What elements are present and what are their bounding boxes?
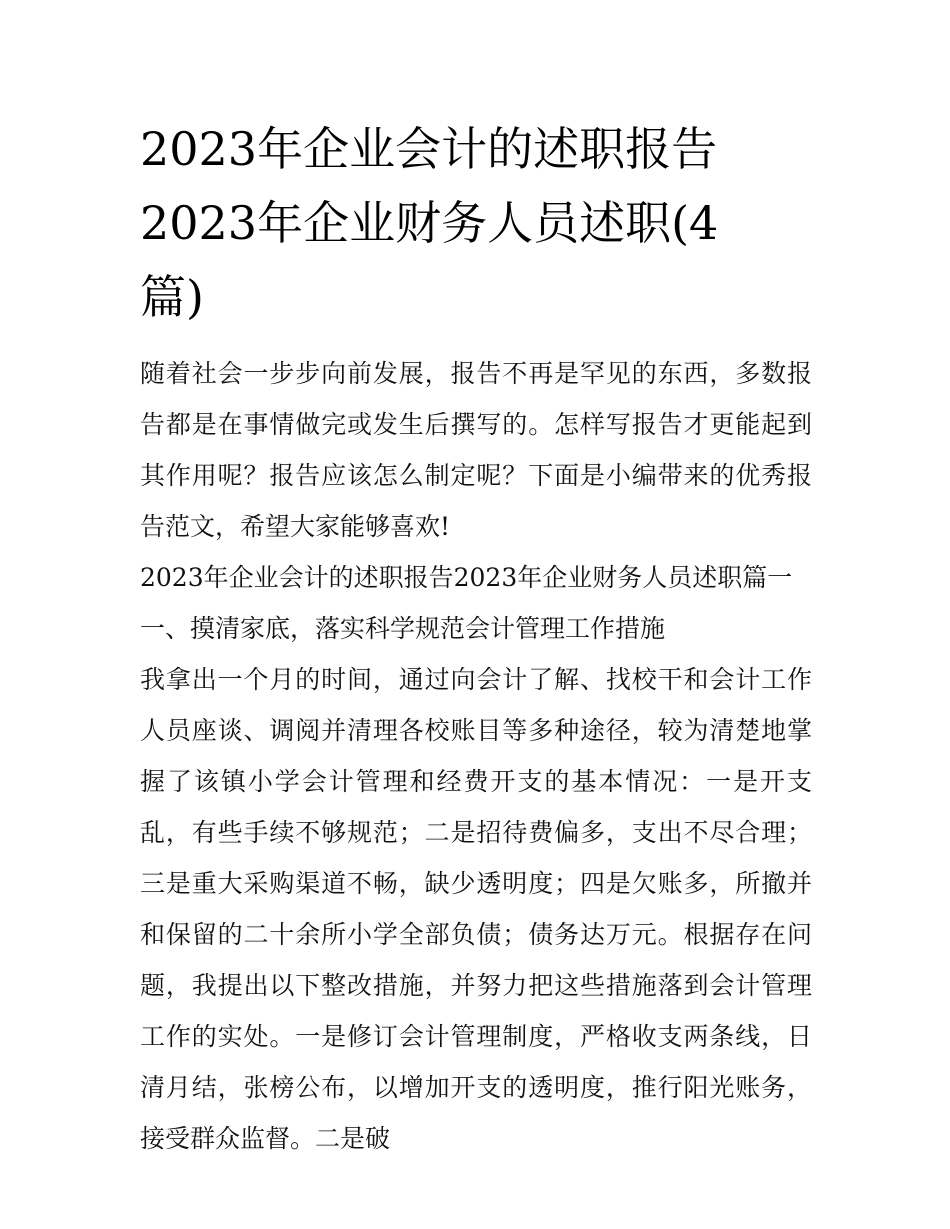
body-paragraph: 我拿出一个月的时间，通过向会计了解、找校干和会计工作人员座谈、调阅并清理各校账目等多种途径，较为清楚地掌握了该镇小学会计管理和经费开支的基本情况：一是开支乱，有些手续不够规范；二是招待费偏多，支出不尽合理；三是重大采购渠道不畅，缺少透明度；四是欠账多，所撤并和保留的二十余所小学全部负债；债务达万元。根据存在问题，我提出以下整改措施，并努力把这些措施落到会计管理工作的实处。一是修订会计管理制度，严格收支两条线，日清月结，张榜公布，以增加开支的透明度，推行阳光账务，接受群众监督。二是破	[140, 665, 812, 1153]
section-heading: 2023年企业会计的述职报告2023年企业财务人员述职篇一	[140, 563, 793, 592]
intro-paragraph: 随着社会一步步向前发展，报告不再是罕见的东西，多数报告都是在事情做完或发生后撰写的。怎样写报告才更能起到其作用呢？报告应该怎么制定呢？下面是小编带来的优秀报告范文，希望大家能够喜欢!	[140, 359, 812, 541]
subsection-heading: 一、摸清家底，落实科学规范会计管理工作措施	[140, 614, 666, 643]
document-page	[140, 112, 812, 1164]
title-line-3: 篇)	[140, 270, 204, 324]
document-title	[140, 112, 812, 334]
title-line-1: 2023年企业会计的述职报告	[140, 122, 718, 176]
document-body	[140, 348, 812, 1164]
title-line-2: 2023年企业财务人员述职(4	[140, 196, 719, 250]
